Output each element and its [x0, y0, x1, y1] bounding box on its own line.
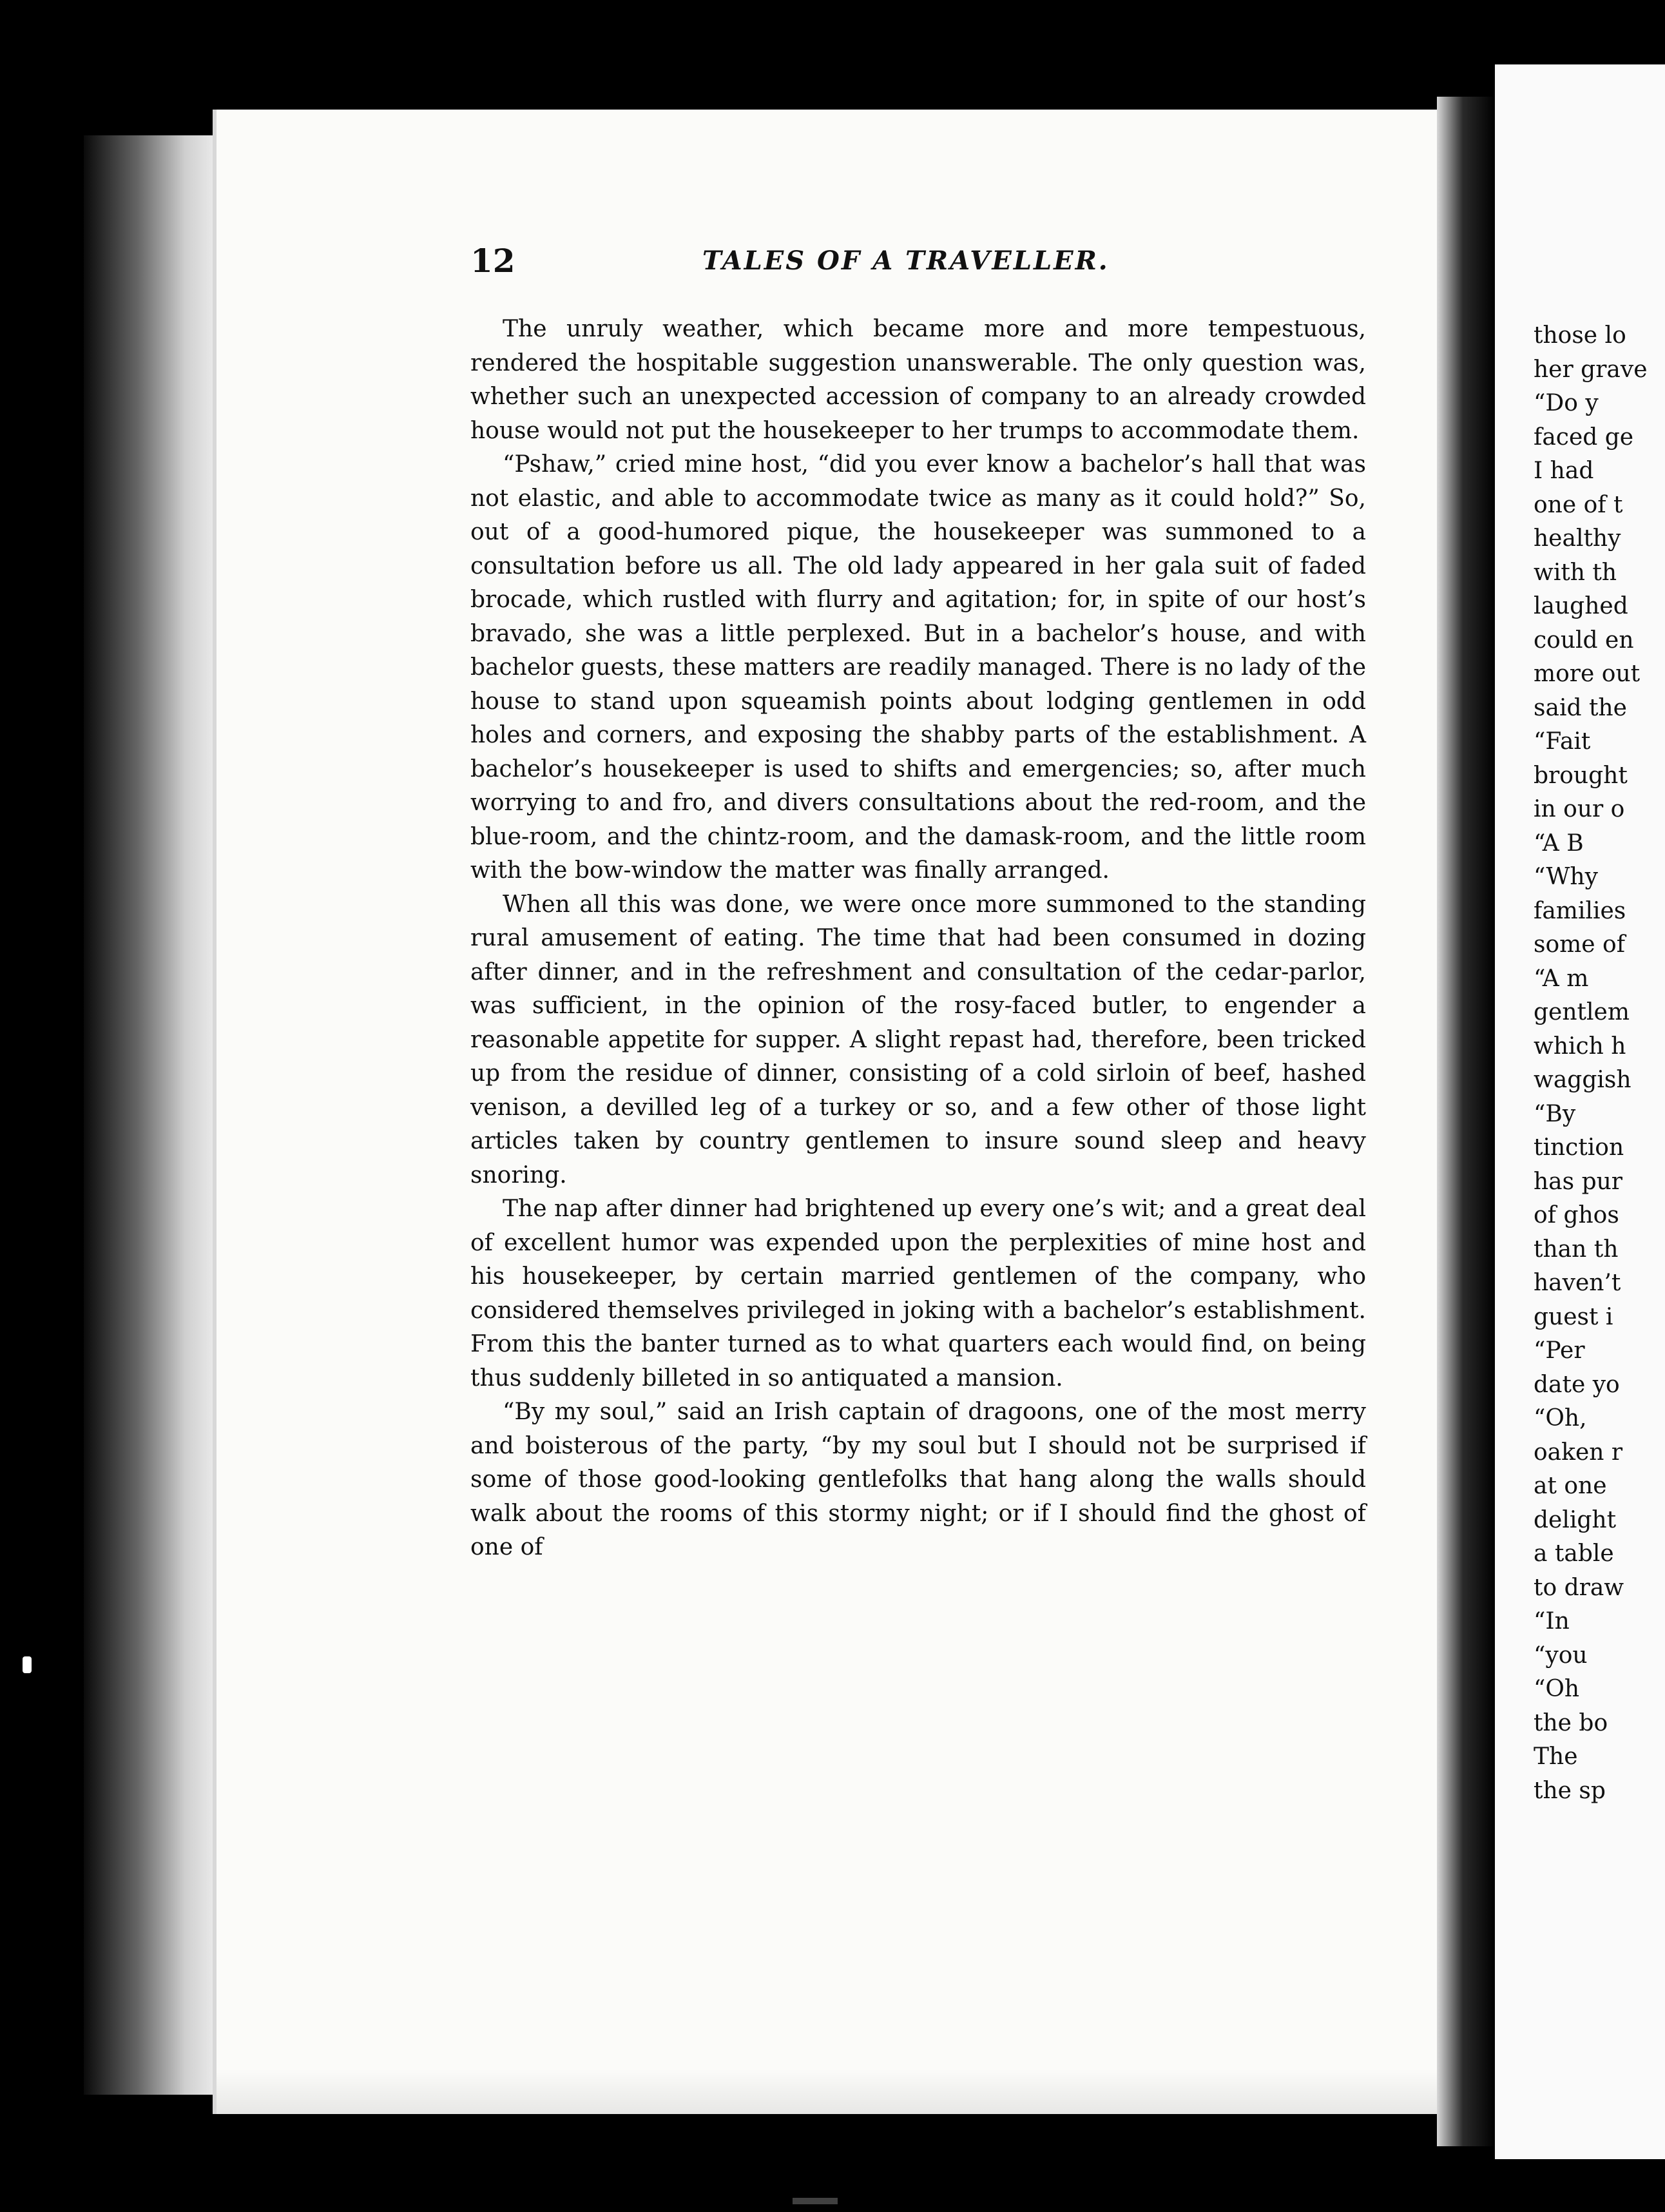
facing-page-line: tinction: [1534, 1134, 1624, 1161]
facing-page-line: at one: [1534, 1473, 1607, 1499]
body-text: [470, 313, 1366, 1565]
facing-page-line: “In: [1534, 1608, 1570, 1635]
facing-page-line: “A m: [1534, 965, 1589, 992]
facing-page-line: “A B: [1534, 830, 1584, 857]
facing-page-line: has pur: [1534, 1168, 1623, 1195]
facing-page-line: “you: [1534, 1642, 1588, 1669]
facing-page-line: the bo: [1534, 1709, 1608, 1736]
paragraph: “By my soul,” said an Irish captain of dragoons, one of the most merry and boisterous of the party, “by my soul but I should not be surprised if some of those good-looking gentlefolks that hang along the walls should walk about the rooms of this stormy night; or if I should find the ghost of one of: [470, 1399, 1366, 1560]
page-gutter: [1437, 97, 1495, 2146]
facing-page-line: laughed: [1534, 593, 1628, 619]
page-number: 12: [470, 242, 515, 280]
facing-page-line: The: [1534, 1743, 1578, 1770]
facing-page-line: those lo: [1534, 322, 1626, 349]
facing-page-line: of ghos: [1534, 1202, 1619, 1228]
facing-page-line: to draw: [1534, 1574, 1624, 1601]
facing-page-line: faced ge: [1534, 423, 1634, 451]
facing-page-line: haven’t: [1534, 1270, 1621, 1296]
paragraph: The unruly weather, which became more and more tempestuous, rendered the hospitable suggestion unanswerable. The only question was, whether such an unexpected accession of company to an already crowded house would not put the housekeeper to her trumps to accommodate them.: [470, 316, 1366, 444]
facing-page-line: families: [1534, 897, 1626, 924]
facing-page-line: could en: [1534, 626, 1634, 654]
facing-page-line: her grave: [1534, 356, 1648, 383]
facing-page-line: “Per: [1534, 1337, 1585, 1364]
paragraph: The nap after dinner had brightened up every one’s wit; and a great deal of excellent humor was expended upon the perplexities of mine host and his housekeeper, by certain married gentlemen of the company, who considered themselves privileged in joking with a bachelor’s establishment. From this the banter turned as to what quarters each would find, on being thus suddenly billeted in so antiquated a mansion.: [470, 1196, 1366, 1392]
paragraph: “Pshaw,” cried mine host, “did you ever know a bachelor’s hall that was not elastic, and able to accommodate twice as many as it could hold?” So, out of a good-humored pique, the housekeeper was summoned to a consultation before us all. The old lady appeared in her gala suit of faded brocade, which rustled with flurry and agitation; for, in spite of our host’s bravado, she was a little perplexed. But in a bachelor’s house, and with bachelor guests, these matters are readily managed. There is no lady of the house to stand upon squeamish points about lodging gentlemen in odd holes and corners, and exposing the shabby parts of the establishment. A bachelor’s housekeeper is used to shifts and emergencies; so, after much worrying to and fro, and divers consultations about the red-room, and the blue-room, and the chintz-room, and the damask-room, and the little room with the bow-window the matter was finally arranged.: [470, 451, 1366, 884]
page-header: [470, 242, 1366, 293]
scan-speck: [23, 1656, 32, 1673]
facing-page: [1495, 64, 1665, 2159]
facing-page-line: the sp: [1534, 1777, 1606, 1804]
facing-page-line: brought: [1534, 762, 1628, 789]
facing-page-line: some of: [1534, 931, 1626, 958]
facing-page-line: “Oh,: [1534, 1405, 1587, 1431]
bottom-smudge: [793, 2198, 838, 2204]
facing-page-line: date yo: [1534, 1371, 1620, 1398]
running-head: TALES OF A TRAVELLER.: [702, 246, 1110, 276]
book-spine-edge: [84, 135, 219, 2095]
facing-page-line: waggish: [1534, 1067, 1631, 1093]
facing-page-text: [1534, 319, 1665, 1808]
facing-page-line: more out: [1534, 661, 1641, 687]
facing-page-line: guest i: [1534, 1303, 1613, 1330]
facing-page-line: said the: [1534, 694, 1627, 721]
facing-page-line: delight: [1534, 1506, 1617, 1533]
facing-page-line: oaken r: [1534, 1439, 1623, 1466]
facing-page-line: a table: [1534, 1540, 1614, 1567]
facing-page-line: which h: [1534, 1033, 1626, 1060]
facing-page-line: “Do y: [1534, 390, 1599, 416]
paragraph: When all this was done, we were once more summoned to the standing rural amusement of eating. The time that had been consumed in dozing after dinner, and in the refreshment and consultation of the cedar-parlor, was sufficient, in the opinion of the rosy-faced butler, to engender a reasonable appetite for supper. A slight repast had, therefore, been tricked up from the residue of dinner, consisting of a cold sirloin of beef, hashed venison, a devilled leg of a turkey or so, and a few other of those light articles taken by country gentlemen to insure sound sleep and heavy snoring.: [470, 891, 1366, 1188]
facing-page-line: gentlem: [1534, 999, 1630, 1025]
facing-page-line: “By: [1534, 1100, 1576, 1127]
facing-page-line: in our o: [1534, 796, 1625, 822]
facing-page-line: “Fait: [1534, 728, 1591, 755]
facing-page-line: with th: [1534, 559, 1617, 586]
facing-page-line: I had: [1534, 458, 1594, 484]
facing-page-line: “Oh: [1534, 1676, 1580, 1702]
facing-page-line: than th: [1534, 1236, 1619, 1263]
facing-page-line: healthy: [1534, 525, 1621, 552]
facing-page-line: “Why: [1534, 864, 1598, 890]
facing-page-line: one of t: [1534, 491, 1623, 518]
